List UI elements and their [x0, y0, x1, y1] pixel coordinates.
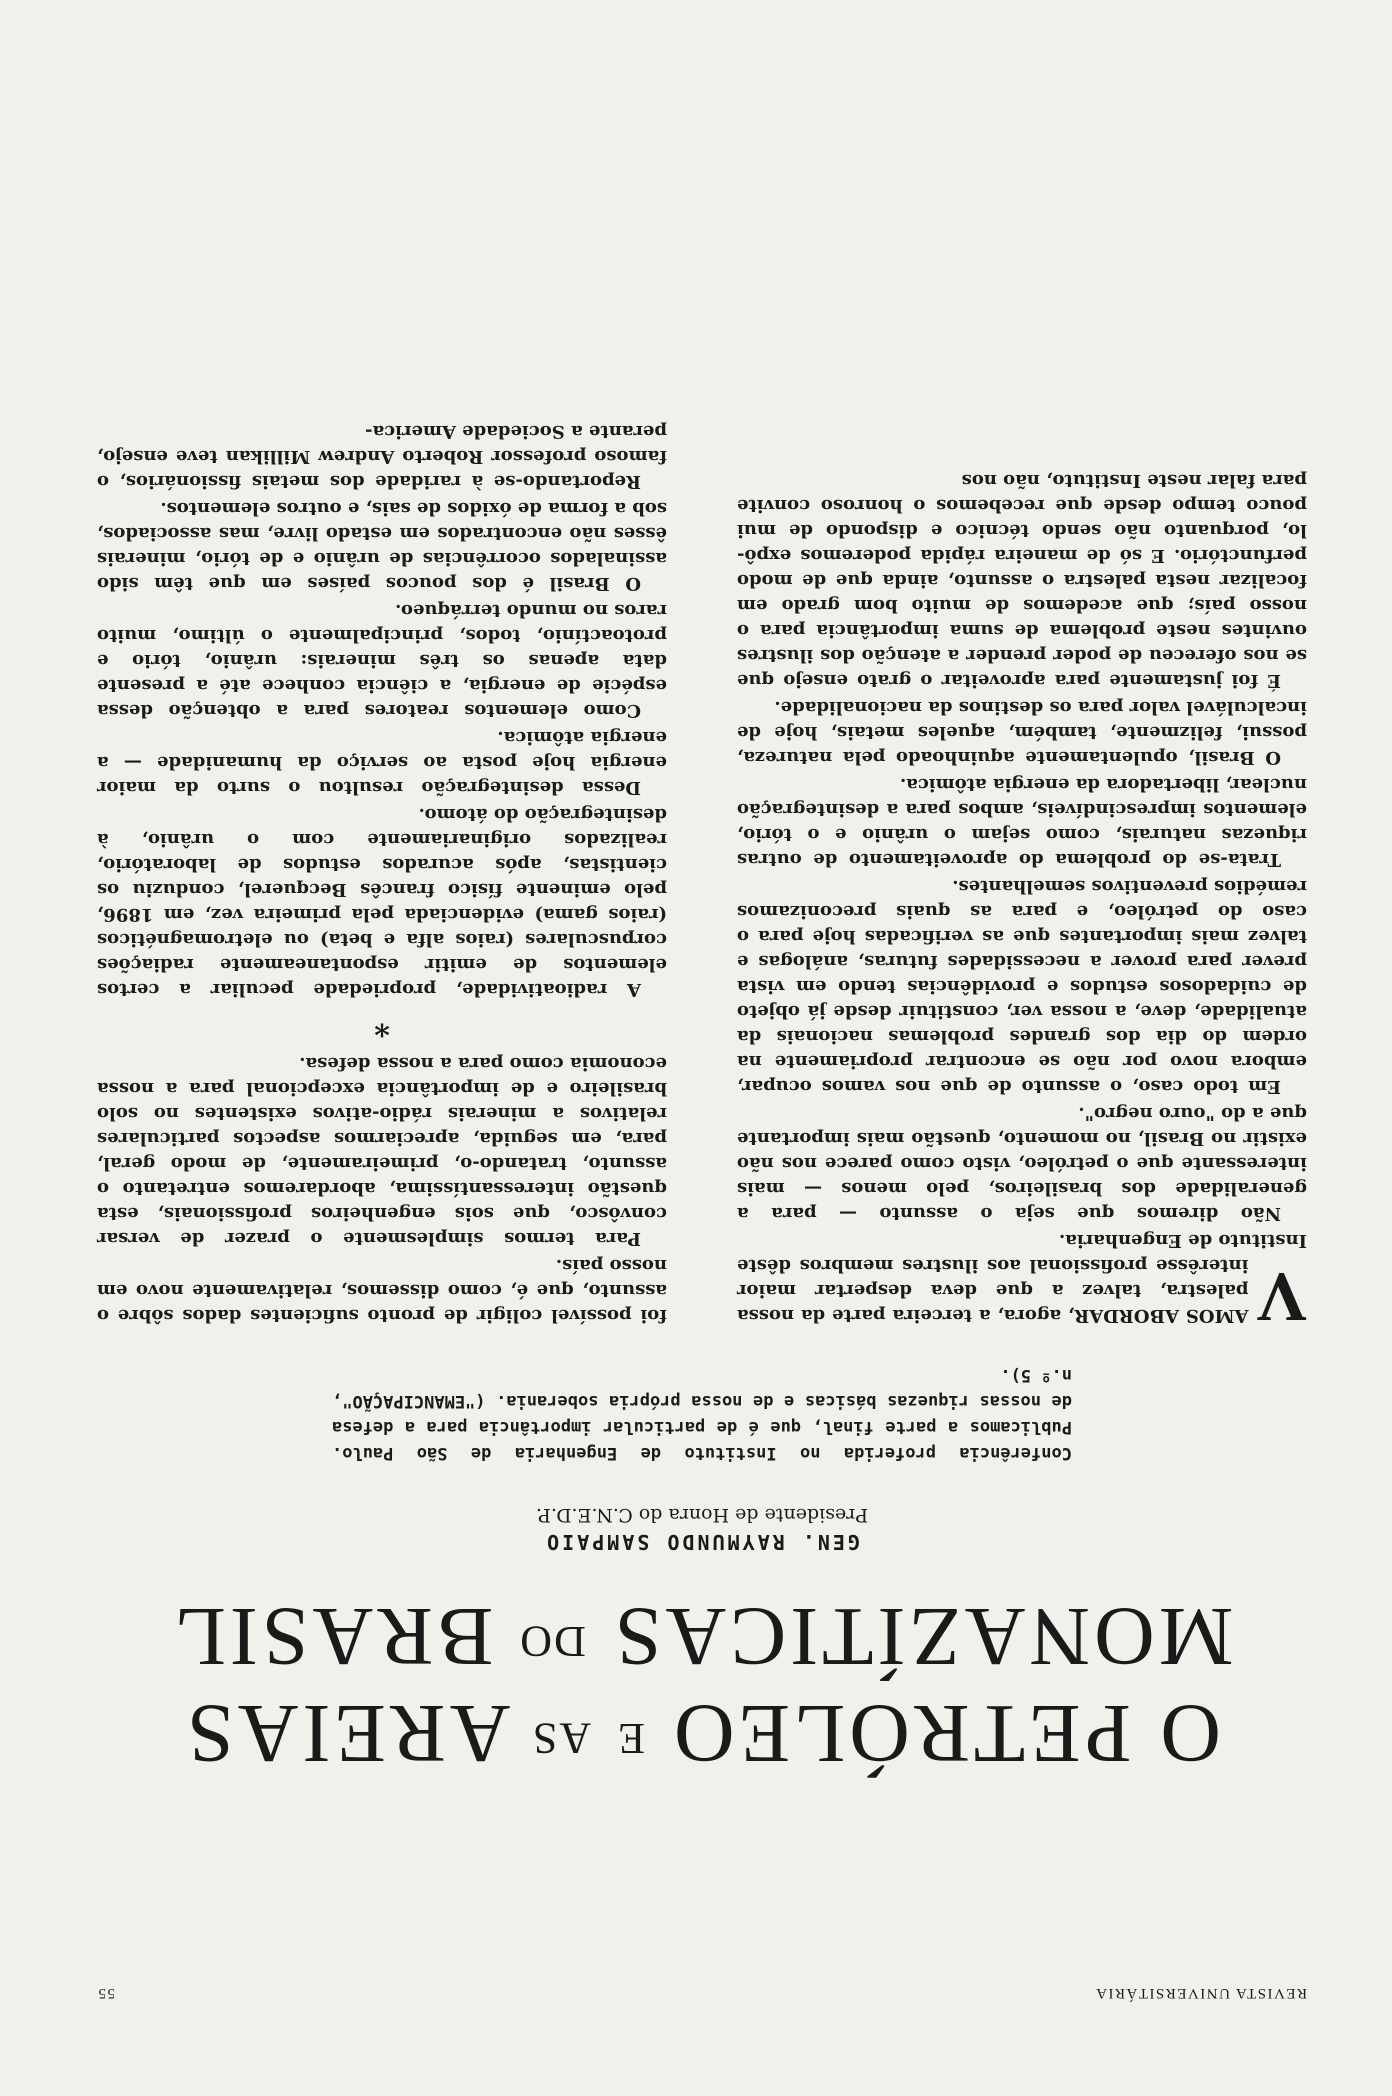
- title-word-petroleo: O PETRÓLEO: [669, 1687, 1221, 1780]
- paragraph: É foi justamente para aproveitar o grato ensejo que se nos ofereceu de poder prender a atenção dos ilustres ouvintes neste problema de suma importância para o nosso país; que acedemos de muito bom grado em focalizar nesta palestra o assunto, ainda que de modo perfunctório. E só de maneira rápida poderemos expô-lo, porquanto não sendo técnico e dispondo de mui pouco tempo desde que recebemos o honroso convite para falar neste Instituto, não nos: [737, 470, 1307, 691]
- paragraph: O Brasil é dos poucos países em que têm sido assinalados ocorrências de urânio e de tório, minerais êsses não encontrados em estado livre, mas associados, sob a forma de óxidos de sais, e outros elementos.: [97, 498, 667, 594]
- left-column: [737, 417, 1307, 1335]
- drop-cap: V: [1256, 1258, 1307, 1335]
- title-line-2: [97, 1590, 1307, 1687]
- paragraph: A radioatividade, propriedade peculiar a certos elementos de emitir espontaneamente radiações corpusculares (raios alfa e beta) ou eletromagnéticos (raios gama) evidenciada pela primeira vez, em 1896, pelo eminente físico francês Becquerel, conduziu os cientistas, após acurados estudos de laboratório, realizados originariamente com o urânio, à desintegração do átomo.: [97, 804, 667, 1000]
- page-content: [97, 417, 1307, 2001]
- title-word-monaziticas: MONAZÍTICAS: [610, 1590, 1234, 1683]
- article-body: [97, 417, 1307, 1335]
- paragraph: Em todo caso, o assunto de que nos vamos ocupar, embora novo por não se encontrar propriamente na ordem do dia dos grandes problemas nacionais da atualidade, deve, a nossa ver, constituir desde já objeto de cuidadosos estudos e providências tendo em vista prever para prover a necessidades futuras, análogas e talvez mais importantes que as verificadas hoje para o caso do petróleo, e para as quais preconizamos remédios preventivos semelhantes.: [737, 876, 1307, 1097]
- paragraph: Dessa desintegração resultou o surto da maior energia hoje posta ao serviço da humanidade — a energia atômica.: [97, 727, 667, 798]
- paragraph: Como elementos reatores para a obtenção dessa espécie de energia, a ciência conhece até a presente data apenas os três minerais: urânio, tório e protoactínio, todos, principalmente o último, muito raros no mundo terráqueo.: [97, 600, 667, 721]
- title-word-areias: AREIAS: [183, 1687, 511, 1780]
- paragraph: Não diremos que seja o assunto — para a generalidade dos brasileiros, pelo menos — mais interessante que o petróleo, visto como parece nos não existir no Brasil, no momento, questão mais importante que a do "ouro negro".: [737, 1103, 1307, 1224]
- article-title: [97, 1590, 1307, 1784]
- author-role: Presidente de Honra do C.N.E.D.P.: [535, 1504, 869, 1526]
- author-name: GEN. RAYMUNDO SAMPAIO: [544, 1530, 860, 1554]
- section-separator: *: [374, 1007, 390, 1042]
- paragraph: Reportando-se à raridade dos metais fissionários, o famoso professor Roberto Andrew Millikan teve ensejo, perante a Sociedade America-: [97, 421, 667, 492]
- running-header: [97, 1984, 1307, 2001]
- title-word-brasil: BRASIL: [170, 1590, 494, 1683]
- title-article-do: DO: [518, 1617, 586, 1666]
- paragraph: Trata-se do problema do aproveitamento de outras riquezas naturais, como sejam o urânio e o tório, elementos imprescindíveis, ambos para a desintegração nuclear, libertadora da energia atômica.: [737, 774, 1307, 870]
- paragraph: foi possível coligir de pronto suficientes dados sôbre o assunto, que é, como dissemos, relativamente novo em nosso país.: [97, 1255, 667, 1326]
- page-number: 55: [97, 1985, 115, 2001]
- right-column: [97, 417, 667, 1328]
- intro-note: Conferência proferida no Instituto de Engenharia de São Paulo. Publicamos a parte final, que é de particular importância para a defesa de nossas riquezas básicas e de nossa própria soberania. ("EMANCIPAÇÃO", n.º 5).: [332, 1365, 1072, 1463]
- title-article-as: AS: [530, 1714, 592, 1763]
- opening-text: AMOS ABORDAR, agora, a terceira parte da nossa palestra, talvez a que deva despertar maior interêsse profissional aos ilustres membros dêste Instituto de Engenharia.: [737, 1230, 1307, 1326]
- paragraph: Para termos simplesmente o prazer de versar convôsco, que sois engenheiros profissionais, esta questão interessantíssima, abordaremos entretanto o assunto, tratando-o, primeiramente, de modo geral, para, em seguida, apreciarmos aspectos particulares relativos a minerais rádio-ativos existentes no solo brasileiro e de importância excepcional para a nossa economia como para a nossa defesa.: [97, 1053, 667, 1249]
- byline: [97, 1504, 1307, 1554]
- paragraph: O Brasil, opulentamente aquinhoado pela natureza, possui, felizmente, também, aqueles metais, hoje de incalculável valor para os destinos da nacionalidade.: [737, 697, 1307, 768]
- title-conjunction: E: [616, 1714, 645, 1763]
- journal-name: REVISTA UNIVERSITÁRIA: [1094, 1985, 1307, 2001]
- title-line-1: [97, 1687, 1307, 1784]
- opening-paragraph: [737, 1228, 1307, 1335]
